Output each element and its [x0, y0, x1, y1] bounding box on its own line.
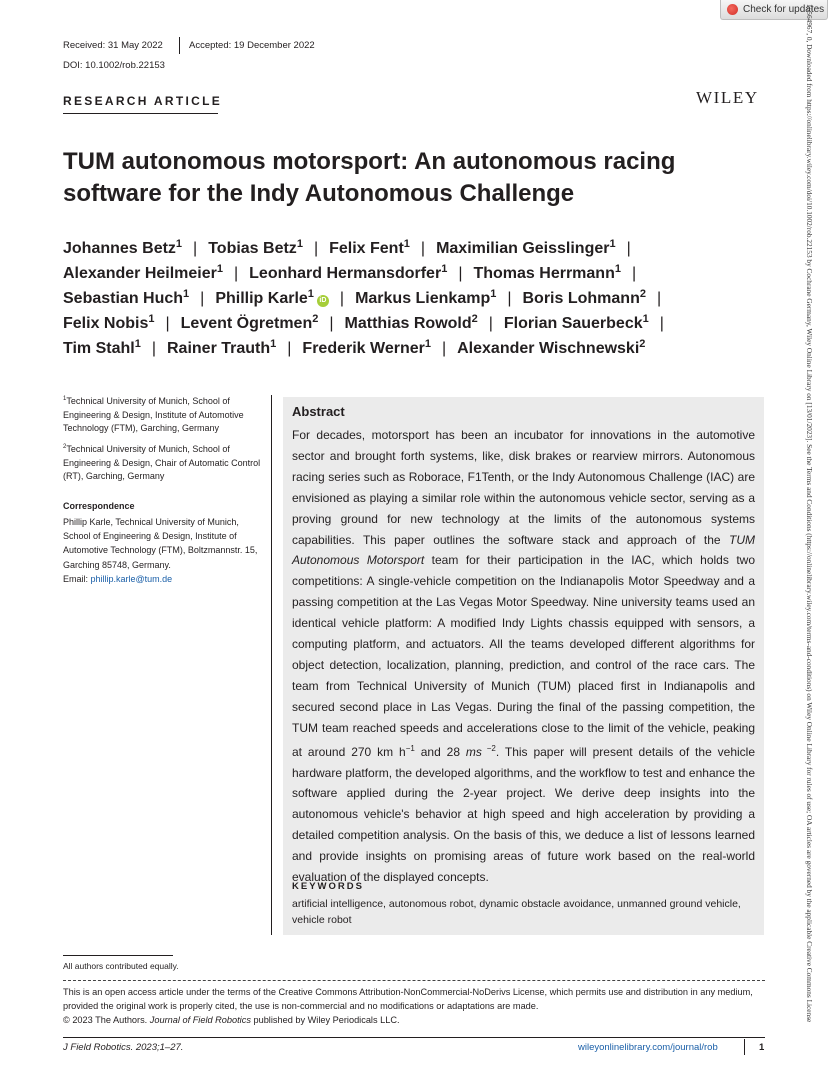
orcid-icon[interactable]: iD [317, 295, 329, 307]
author-name: Thomas Herrmann [473, 265, 615, 282]
correspondence-heading: Correspondence [63, 501, 135, 511]
author-line-4: Felix Nobis$^1$ | Levent Ögretmen$^2$ | Matthias Rowold$^2$ | Florian Sauerbeck$^1$ | [63, 313, 664, 332]
author-name: Matthias Rowold [344, 315, 472, 332]
keywords-text: artificial intelligence, autonomous robot, dynamic obstacle avoidance, unmanned ground vehicle, vehicle robot [292, 898, 741, 926]
author-name: Leonhard Hermansdorfer [249, 265, 442, 282]
publisher-logo: WILEY [696, 88, 759, 107]
page-number: 1 [759, 1042, 765, 1053]
author-line-2: Alexander Heilmeier$^1$ | Leonhard Hermansdorfer$^1$ | Thomas Herrmann$^1$ | [63, 263, 637, 282]
license-divider [63, 980, 765, 981]
correspondence-text: Phillip Karle, Technical University of Munich, School of Engineering & Design, Institute of Automotive Technology (FTM), Boltzmannstr. 15, Garching 85748, Germany. Email: phillip.karle@tum.de [63, 517, 258, 584]
author-line-1: Johannes Betz$^1$ | Tobias Betz$^1$ | Felix Fent$^1$ | Maximilian Geisslinger$^1$ | [63, 238, 631, 257]
check-for-updates-label: Check for updates [743, 4, 825, 15]
author-name: Levent Ögretmen [180, 315, 313, 332]
download-notice-sidebar: 15564967, 0, Downloaded from https://onlinelibrary.wiley.com/doi/10.1002/rob.22153 by Cochrane Germany, Wiley Online Library on [13/01/2023]. See the Terms and Conditions (https://onlinelibrary.wiley.com/terms-and-conditions) on Wiley Online Library for rules of use; OA articles are governed by the applicable Creative Commons License [805, 4, 814, 1023]
journal-reference: J Field Robotics. 2023;1–27. [63, 1042, 184, 1053]
received-date: Received: 31 May 2022 [63, 40, 163, 51]
author-name: Sebastian Huch [63, 290, 184, 307]
footnote-rule [63, 955, 173, 956]
footer-rule [63, 1037, 765, 1038]
affiliation-1: $^1$Technical University of Munich, School of Engineering & Design, Institute of Automotive Technology (FTM), Garching, Germany [63, 396, 244, 433]
license-text: This is an open access article under the terms of the Creative Commons Attribution-NonCommercial-NoDerivs License, which permits use and distribution in any medium, provided the original work is properly cited, the use is non-commercial and no modifications or adaptations are made. © 2023 The Authors. Journal of Field Robotics published by Wiley Periodicals LLC. [63, 987, 753, 1025]
accepted-date: Accepted: 19 December 2022 [189, 40, 315, 51]
author-name: Alexander Wischnewski [457, 340, 640, 357]
journal-url-link[interactable]: wileyonlinelibrary.com/journal/rob [578, 1042, 718, 1053]
keywords-heading: KEYWORDS [292, 881, 364, 892]
author-name: Felix Nobis [63, 315, 149, 332]
doi[interactable]: DOI: 10.1002/rob.22153 [63, 60, 165, 71]
article-type-underline [63, 113, 218, 114]
abstract-heading: Abstract [292, 404, 345, 419]
header-divider [179, 37, 180, 54]
abstract-text: For decades, motorsport has been an incubator for innovations in the automotive sector and brought forth systems, like, disk brakes or rearview mirrors. Autonomous racing series such as Roborace, F1Tenth, or the Indy Autonomous Challenge (IAC) are envisioned as playing a similar role within the autonomous vehicle sector, serving as a proving ground for new technology at the limits of the autonomous systems capabilities. This paper outlines the software stack and approach of the TUM Autonomous Motorsport team for their participation in the IAC, which holds two competitions: A single-vehicle competition on the Indianapolis Motor Speedway and a passing competition at the Las Vegas Motor Speedway. Nine university teams used an identical vehicle platform: A modified Indy Lights chassis equipped with sensors, a computing platform, and actuators. All the teams developed different algorithms for object detection, localization, planning, prediction, and control of the race cars. The team from Technical University of Munich (TUM) placed first in Indianapolis and secured second place in Las Vegas. During the final of the passing competition, the TUM team reached speeds and accelerations close to the limit of the vehicle, peaking at around 270 km $h^{-1}$ and 28 ms $^{-2}$. This paper will present details of the vehicle hardware platform, the developed algorithms, and the workflow to test and enhance the software applied during the 2-year project. We derive deep insights into the autonomous vehicle's behavior at high speed and high acceleration by providing a detailed competition analysis. On the basis of this, we deduce a list of lessons learned and provide insights on promising areas of future work based on the real-world evaluation of the displayed concepts. [292, 428, 755, 885]
author-name: Felix Fent [329, 240, 404, 257]
author-name: Phillip Karle [215, 290, 308, 307]
footnote: All authors contributed equally. [63, 961, 179, 971]
column-divider [271, 395, 272, 935]
email-link[interactable]: phillip.karle@tum.de [90, 573, 173, 584]
article-type: RESEARCH ARTICLE [63, 94, 223, 108]
author-name: Florian Sauerbeck [503, 315, 643, 332]
author-name: Rainer Trauth [167, 340, 271, 357]
author-name: Johannes Betz [63, 240, 176, 257]
crossmark-icon [727, 4, 738, 15]
author-name: Frederik Werner [302, 340, 425, 357]
affiliation-2: $^2$Technical University of Munich, School of Engineering & Design, Chair of Automatic Control (RT), Garching, Germany [63, 444, 261, 481]
author-line-5: Tim Stahl$^1$ | Rainer Trauth$^1$ | Frederik Werner$^1$ | Alexander Wischnewski$^2$ [63, 338, 646, 357]
page-title: TUM autonomous motorsport: An autonomous racing software for the Indy Autonomous Challenge [63, 148, 676, 207]
author-name: Tim Stahl [63, 340, 135, 357]
author-name: Markus Lienkamp [355, 290, 491, 307]
author-name: Maximilian Geisslinger [436, 240, 610, 257]
author-name: Alexander Heilmeier [63, 265, 217, 282]
author-line-3: Sebastian Huch$^1$ | Phillip Karle$^1$iD | Markus Lienkamp$^1$ | Boris Lohmann$^2$ | [63, 288, 662, 307]
author-name: Tobias Betz [208, 240, 297, 257]
author-name: Boris Lohmann [522, 290, 640, 307]
footer-divider [744, 1039, 745, 1055]
